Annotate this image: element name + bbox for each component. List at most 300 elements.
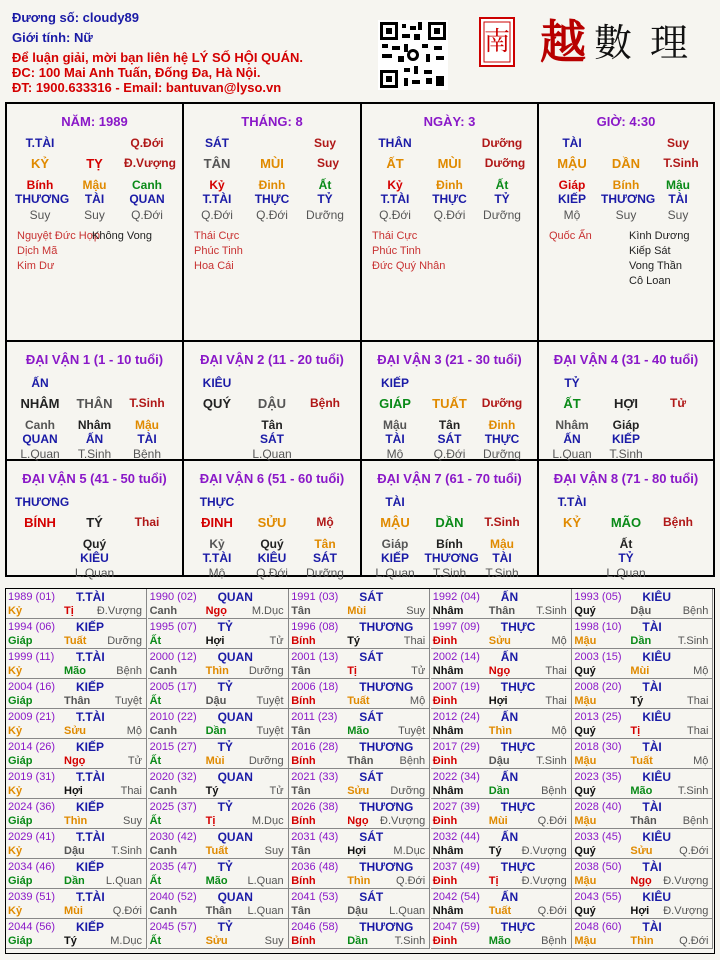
dai-van-hidden-2: Tân [261, 418, 283, 432]
year-cell [6, 739, 147, 769]
year-cell [289, 919, 430, 949]
year-branch: Mùi [488, 815, 508, 827]
year-phase: Thai [686, 725, 709, 737]
pillar-branch-phase: Dưỡng [484, 156, 526, 170]
year-phase: M.Dục [393, 845, 426, 857]
year-phase: Thai [120, 785, 142, 797]
year-phase: Q.Đới [679, 845, 709, 857]
year-branch: Hợi [64, 785, 83, 797]
year-branch: Dần [205, 725, 227, 737]
year-branch: Tuất [630, 755, 653, 767]
dai-van-stem: QUÝ [202, 396, 232, 411]
year-branch: Hợi [488, 695, 508, 707]
year-branch: Hợi [630, 905, 650, 917]
star-right: Vong Thần [629, 260, 683, 272]
year-cell [289, 589, 430, 619]
hidden-stem-3: Ất [495, 178, 509, 192]
year-label: 2006 (18) [291, 681, 339, 693]
pillars-grid [5, 102, 715, 580]
year-branch: Tý [64, 935, 77, 947]
year-god: TỶ [217, 860, 233, 874]
year-label: 2030 (42) [149, 831, 197, 843]
year-label: 1992 (04) [432, 591, 480, 603]
pillar-phase-top: Q.Đới [130, 136, 164, 150]
year-god: T.TÀI [76, 710, 105, 724]
year-label: 1998 (10) [574, 621, 622, 633]
year-god: T.TÀI [76, 890, 105, 904]
year-stem: Kỷ [8, 785, 23, 797]
year-branch: Ngọ [347, 815, 369, 827]
year-cell [431, 619, 572, 649]
dai-van-branch: SỬU [257, 515, 287, 530]
year-god: KIÊU [642, 590, 672, 604]
hidden-phase-3: Dưỡng [483, 208, 521, 222]
year-phase: T.Sinh [394, 935, 426, 947]
dai-van-hidden-3: Tân [314, 537, 336, 551]
dai-van-phase-2: Q.Đới [433, 447, 466, 461]
year-label: 2025 (37) [149, 801, 197, 813]
year-phase: Mộ [693, 665, 709, 677]
year-god: QUAN [217, 890, 253, 904]
dai-van-god-1: TÀI [385, 432, 405, 446]
year-label: 2024 (36) [8, 801, 56, 813]
year-label: 2036 (48) [291, 861, 339, 873]
year-phase: Đ.Vượng [663, 905, 709, 917]
year-phase: Tử [127, 755, 142, 767]
year-branch: Tị [488, 875, 499, 887]
dai-van-phase-3: Dưỡng [483, 447, 521, 461]
pillar-title: NĂM: 1989 [61, 114, 128, 129]
dai-van-stem: KỶ [562, 515, 582, 530]
dai-van-hidden-1: Nhâm [555, 418, 589, 432]
dai-van-god-1: QUAN [22, 432, 58, 446]
pillar-stem: MẬU [557, 156, 587, 171]
year-branch: Tuất [64, 635, 87, 647]
dai-van-branch: DẬU [257, 396, 287, 411]
year-stem: Mậu [574, 695, 597, 707]
year-cell [431, 859, 572, 889]
year-stem: Nhâm [432, 845, 464, 857]
year-phase: Dưỡng [248, 755, 284, 767]
dai-van-phase: T.Sinh [484, 515, 520, 529]
year-cell [6, 769, 147, 799]
dai-van-phase-2: T.Sinh [77, 447, 112, 461]
hidden-stem-3: Mậu [666, 178, 690, 192]
year-god: KIẾP [76, 860, 105, 874]
hidden-god-3: TỶ [494, 192, 510, 206]
year-cell [148, 829, 289, 859]
dai-van-hidden-1: Giáp [381, 537, 409, 551]
year-cell [572, 799, 713, 829]
year-phase: Dưỡng [107, 635, 142, 647]
year-branch: Thìn [630, 935, 654, 947]
year-stem: Bính [291, 815, 316, 827]
dai-van-stem: ẤT [563, 396, 581, 411]
star-left: Quốc Ấn [549, 230, 592, 242]
year-phase: T.Sinh [536, 605, 567, 617]
dai-van-god-2: THƯƠNG [424, 551, 479, 565]
year-cell [431, 769, 572, 799]
year-god: ẤN [500, 590, 519, 604]
year-god: ẤN [500, 710, 519, 724]
year-label: 1997 (09) [432, 621, 480, 633]
star-left: Phúc Tinh [372, 245, 421, 257]
year-branch: Ngọ [205, 605, 227, 617]
year-stem: Tân [291, 845, 311, 857]
pillar-title: GIỜ: 4:30 [596, 114, 656, 129]
dai-van-phase: Thai [134, 515, 160, 529]
year-label: 2005 (17) [149, 681, 197, 693]
year-branch: Dậu [205, 695, 227, 707]
year-phase: T.Sinh [111, 845, 142, 857]
year-god: THƯƠNG [359, 920, 414, 934]
pillar-title: NGÀY: 3 [423, 114, 476, 129]
year-stem: Canh [149, 605, 178, 617]
year-branch: Sửu [347, 785, 370, 797]
dai-van-god: THỰC [199, 495, 235, 509]
gender: Giới tính: Nữ [12, 30, 93, 45]
year-cell [6, 829, 147, 859]
year-stem: Kỷ [8, 605, 23, 617]
year-branch: Mão [205, 875, 228, 887]
dai-van-hidden-2: Quý [82, 537, 107, 551]
year-cell [431, 679, 572, 709]
year-phase: Mộ [693, 755, 709, 767]
year-god: KIÊU [642, 890, 672, 904]
year-label: 2012 (24) [432, 711, 480, 723]
year-cell [572, 619, 713, 649]
year-label: 1991 (03) [291, 591, 339, 603]
year-label: 2045 (57) [149, 921, 197, 933]
dai-van-god: T.TÀI [557, 495, 587, 509]
year-god: THƯƠNG [359, 860, 414, 874]
year-label: 2007 (19) [432, 681, 480, 693]
year-stem: Kỷ [8, 665, 23, 677]
year-god: SÁT [359, 590, 384, 604]
dai-van-god: ẤN [31, 376, 49, 390]
year-phase: Đ.Vượng [663, 875, 709, 887]
dai-van-god-1: KIẾP [380, 551, 409, 565]
hidden-phase-1: Q.Đới [379, 208, 411, 222]
pillar-god-stem: TÀI [562, 136, 582, 150]
year-phase: Bệnh [541, 935, 567, 947]
year-branch: Sửu [488, 635, 511, 647]
year-label: 2026 (38) [291, 801, 339, 813]
hidden-god-1: T.TÀI [202, 192, 232, 206]
year-stem: Mậu [574, 815, 597, 827]
pillar-branch-phase: Suy [316, 156, 339, 170]
year-phase: Thai [686, 695, 709, 707]
year-cell [289, 679, 430, 709]
year-branch: Sửu [64, 725, 87, 737]
year-stem: Canh [149, 665, 178, 677]
year-branch: Thân [347, 755, 374, 767]
dai-van-phase-1: Mộ [208, 566, 226, 580]
pillar-stem: ẤT [386, 156, 404, 171]
hidden-stem-2: Bính [612, 178, 640, 192]
year-label: 2003 (15) [574, 651, 622, 663]
year-god: SÁT [359, 710, 384, 724]
hidden-phase-1: Q.Đới [201, 208, 233, 222]
pillar-phase-top: Suy [313, 136, 336, 150]
dai-van-title: ĐẠI VẬN 2 (11 - 20 tuổi) [200, 352, 344, 367]
year-stem: Nhâm [432, 905, 464, 917]
dai-van-phase-3: Dưỡng [306, 566, 344, 580]
year-cell [6, 679, 147, 709]
year-stem: Tân [291, 905, 311, 917]
dai-van-phase-2: L.Quan [252, 447, 292, 461]
yearly-table [5, 588, 715, 954]
year-stem: Nhâm [432, 665, 464, 677]
dai-van-hidden-2: Tân [438, 418, 461, 432]
dai-van-god-1: T.TÀI [202, 551, 232, 565]
year-label: 2022 (34) [432, 771, 480, 783]
year-branch: Mùi [347, 605, 367, 617]
star-right: Kiếp Sát [629, 245, 671, 257]
year-label: 2000 (12) [149, 651, 197, 663]
year-label: 2023 (35) [574, 771, 622, 783]
year-branch: Dần [347, 935, 368, 947]
year-stem: Mậu [574, 635, 597, 647]
year-branch: Hợi [347, 845, 367, 857]
dai-van-god-2: TỶ [618, 551, 634, 565]
year-phase: Bệnh [399, 755, 426, 767]
year-god: THỰC [500, 620, 536, 634]
year-phase: Q.Đới [537, 905, 567, 917]
year-phase: Thai [403, 635, 426, 647]
year-god: THỰC [500, 860, 536, 874]
pillar-branch: TỴ [86, 156, 103, 171]
hidden-stem-1: Kỷ [209, 178, 225, 192]
year-branch: Mão [630, 785, 653, 797]
year-branch: Tị [347, 665, 357, 677]
dai-van-god: THƯƠNG [15, 495, 70, 509]
star-left: Nguyệt Đức Hợp [17, 230, 101, 242]
year-stem: Quý [574, 605, 596, 617]
year-label: 1989 (01) [8, 591, 56, 603]
year-cell [6, 799, 147, 829]
year-branch: Dần [630, 635, 652, 647]
year-cell [148, 769, 289, 799]
year-label: 1999 (11) [8, 651, 55, 663]
address: ĐC: 100 Mai Anh Tuấn, Đống Đa, Hà Nội. [12, 65, 261, 80]
year-cell [431, 589, 572, 619]
year-branch: Ngọ [64, 755, 86, 767]
year-label: 2016 (28) [291, 741, 339, 753]
dai-van-title: ĐẠI VẬN 3 (21 - 30 tuổi) [377, 352, 522, 367]
year-god: QUAN [217, 770, 253, 784]
year-label: 2038 (50) [574, 861, 622, 873]
year-stem: Giáp [8, 755, 33, 767]
dai-van-branch: HỢI [613, 396, 639, 411]
year-cell [148, 739, 289, 769]
dai-van-god: KIÊU [202, 376, 232, 390]
year-cell [148, 619, 289, 649]
year-stem: Tân [291, 605, 311, 617]
year-cell [289, 709, 430, 739]
year-cell [431, 709, 572, 739]
dai-van-hidden-1: Kỷ [209, 537, 225, 551]
year-branch: Dần [488, 785, 510, 797]
year-stem: Ất [149, 635, 162, 647]
star-left: Thái Cực [372, 230, 418, 242]
dai-van-branch: DẦN [435, 515, 464, 530]
year-phase: Suy [264, 935, 284, 947]
year-label: 2047 (59) [432, 921, 480, 933]
year-cell [6, 619, 147, 649]
year-phase: Đ.Vượng [521, 875, 567, 887]
year-cell [289, 889, 430, 919]
year-cell [289, 649, 430, 679]
year-branch: Dậu [64, 845, 85, 857]
year-god: TỶ [217, 740, 233, 754]
year-god: TỶ [217, 680, 233, 694]
dai-van-god-2: KIẾP [611, 432, 640, 446]
year-cell [6, 649, 147, 679]
year-god: KIÊU [642, 710, 672, 724]
pillar-stem: TÂN [203, 156, 231, 171]
pillar-branch-phase: Đ.Vượng [124, 156, 176, 170]
year-phase: Tuyệt [398, 725, 426, 737]
year-label: 2033 (45) [574, 831, 622, 843]
year-label: 2043 (55) [574, 891, 622, 903]
dai-van-phase-2: L.Quan [606, 566, 646, 580]
year-branch: Thân [488, 605, 516, 617]
star-left: Kim Dư [17, 260, 55, 272]
year-stem: Tân [291, 785, 311, 797]
year-label: 1996 (08) [291, 621, 339, 633]
year-label: 2015 (27) [149, 741, 197, 753]
hidden-stem-1: Giáp [558, 178, 586, 192]
dai-van-god-3: TÀI [137, 432, 157, 446]
year-cell [148, 799, 289, 829]
year-stem: Quý [574, 845, 596, 857]
year-god: KIẾP [76, 680, 105, 694]
dai-van-branch: TUẤT [432, 396, 467, 411]
dai-van-god-1: ẤN [563, 432, 581, 446]
year-god: TÀI [642, 680, 662, 694]
year-label: 2044 (56) [8, 921, 56, 933]
year-phase: Dưỡng [248, 665, 284, 677]
dai-van-phase-2: Q.Đới [256, 566, 288, 580]
svg-text:越: 越 [540, 15, 586, 69]
year-label: 2008 (20) [574, 681, 622, 693]
year-stem: Giáp [8, 815, 33, 827]
dai-van-title: ĐẠI VẬN 4 (31 - 40 tuổi) [553, 352, 699, 367]
year-phase: Tuyệt [114, 695, 142, 707]
year-branch: Dần [64, 875, 85, 887]
svg-text:數: 數 [594, 21, 633, 65]
year-stem: Đinh [432, 695, 458, 707]
year-label: 2029 (41) [8, 831, 56, 843]
hidden-god-1: KIẾP [557, 192, 586, 206]
year-phase: Thai [545, 695, 567, 707]
year-branch: Tuất [347, 695, 370, 707]
svg-text:理: 理 [650, 21, 689, 65]
year-god: THƯƠNG [359, 620, 414, 634]
dai-van-stem: NHÂM [20, 396, 60, 411]
year-cell [572, 769, 713, 799]
year-god: T.TÀI [76, 770, 105, 784]
year-branch: Sửu [205, 935, 228, 947]
year-god: KIẾP [76, 740, 105, 754]
year-phase: Q.Đới [679, 935, 709, 947]
star-left: Thái Cực [194, 230, 240, 242]
year-branch: Tý [488, 845, 502, 857]
dai-van-stem: ĐINH [201, 515, 233, 530]
year-cell [148, 679, 289, 709]
dai-van-phase: Bệnh [310, 396, 340, 410]
year-phase: Tuyệt [256, 725, 284, 737]
hidden-phase-3: Suy [667, 208, 689, 222]
year-cell [148, 709, 289, 739]
dai-van-god: TỶ [564, 376, 580, 390]
dai-van-hidden-1: Canh [25, 418, 55, 432]
year-phase: Suy [406, 605, 426, 617]
hidden-stem-1: Bính [26, 178, 54, 192]
year-god: THƯƠNG [359, 800, 414, 814]
year-branch: Hợi [205, 635, 225, 647]
dai-van-hidden-2: Bính [436, 537, 463, 551]
year-phase: Mộ [551, 725, 567, 737]
year-phase: Q.Đới [537, 815, 567, 827]
hidden-phase-1: Suy [29, 208, 51, 222]
year-phase: Bệnh [682, 815, 709, 827]
year-phase: Tử [411, 665, 426, 677]
year-stem: Mậu [574, 875, 597, 887]
year-stem: Canh [149, 845, 178, 857]
year-phase: M.Dục [110, 935, 142, 947]
dai-van-title: ĐẠI VẬN 5 (41 - 50 tuổi) [22, 471, 167, 486]
year-god: ẤN [500, 650, 519, 664]
dai-van-god: KIẾP [380, 376, 409, 390]
phone-email: ĐT: 1900.633316 - Email: bantuvan@lyso.vn [12, 80, 282, 95]
pillar-phase-top: Dưỡng [481, 136, 523, 150]
year-stem: Ất [149, 875, 162, 887]
year-branch: Tị [205, 815, 216, 827]
year-stem: Bính [291, 755, 316, 767]
year-branch: Tý [205, 785, 219, 797]
hidden-phase-1: Mộ [563, 208, 581, 222]
hidden-stem-1: Kỷ [387, 178, 403, 192]
year-label: 2032 (44) [432, 831, 480, 843]
year-stem: Kỷ [8, 845, 23, 857]
dai-van-title: ĐẠI VẬN 7 (61 - 70 tuổi) [377, 471, 522, 486]
year-cell [431, 799, 572, 829]
qr-code-icon [378, 20, 448, 90]
year-branch: Thân [630, 815, 657, 827]
year-branch: Thân [205, 905, 232, 917]
hidden-stem-2: Đinh [436, 178, 463, 192]
year-phase: Thai [545, 665, 567, 677]
year-label: 2027 (39) [432, 801, 480, 813]
year-cell [6, 859, 147, 889]
dai-van-god-3: TÀI [492, 551, 512, 565]
year-god: TÀI [642, 860, 662, 874]
year-god: KIÊU [642, 770, 672, 784]
year-god: QUAN [217, 590, 253, 604]
year-god: THỰC [500, 920, 536, 934]
year-label: 2020 (32) [149, 771, 197, 783]
year-god: TÀI [642, 800, 662, 814]
year-cell [572, 919, 713, 949]
year-branch: Thìn [205, 665, 229, 677]
year-stem: Đinh [432, 815, 458, 827]
year-god: ẤN [500, 830, 519, 844]
year-phase: L.Quan [247, 905, 284, 917]
dai-van-hidden-2: Giáp [612, 418, 640, 432]
year-phase: Tử [269, 635, 284, 647]
